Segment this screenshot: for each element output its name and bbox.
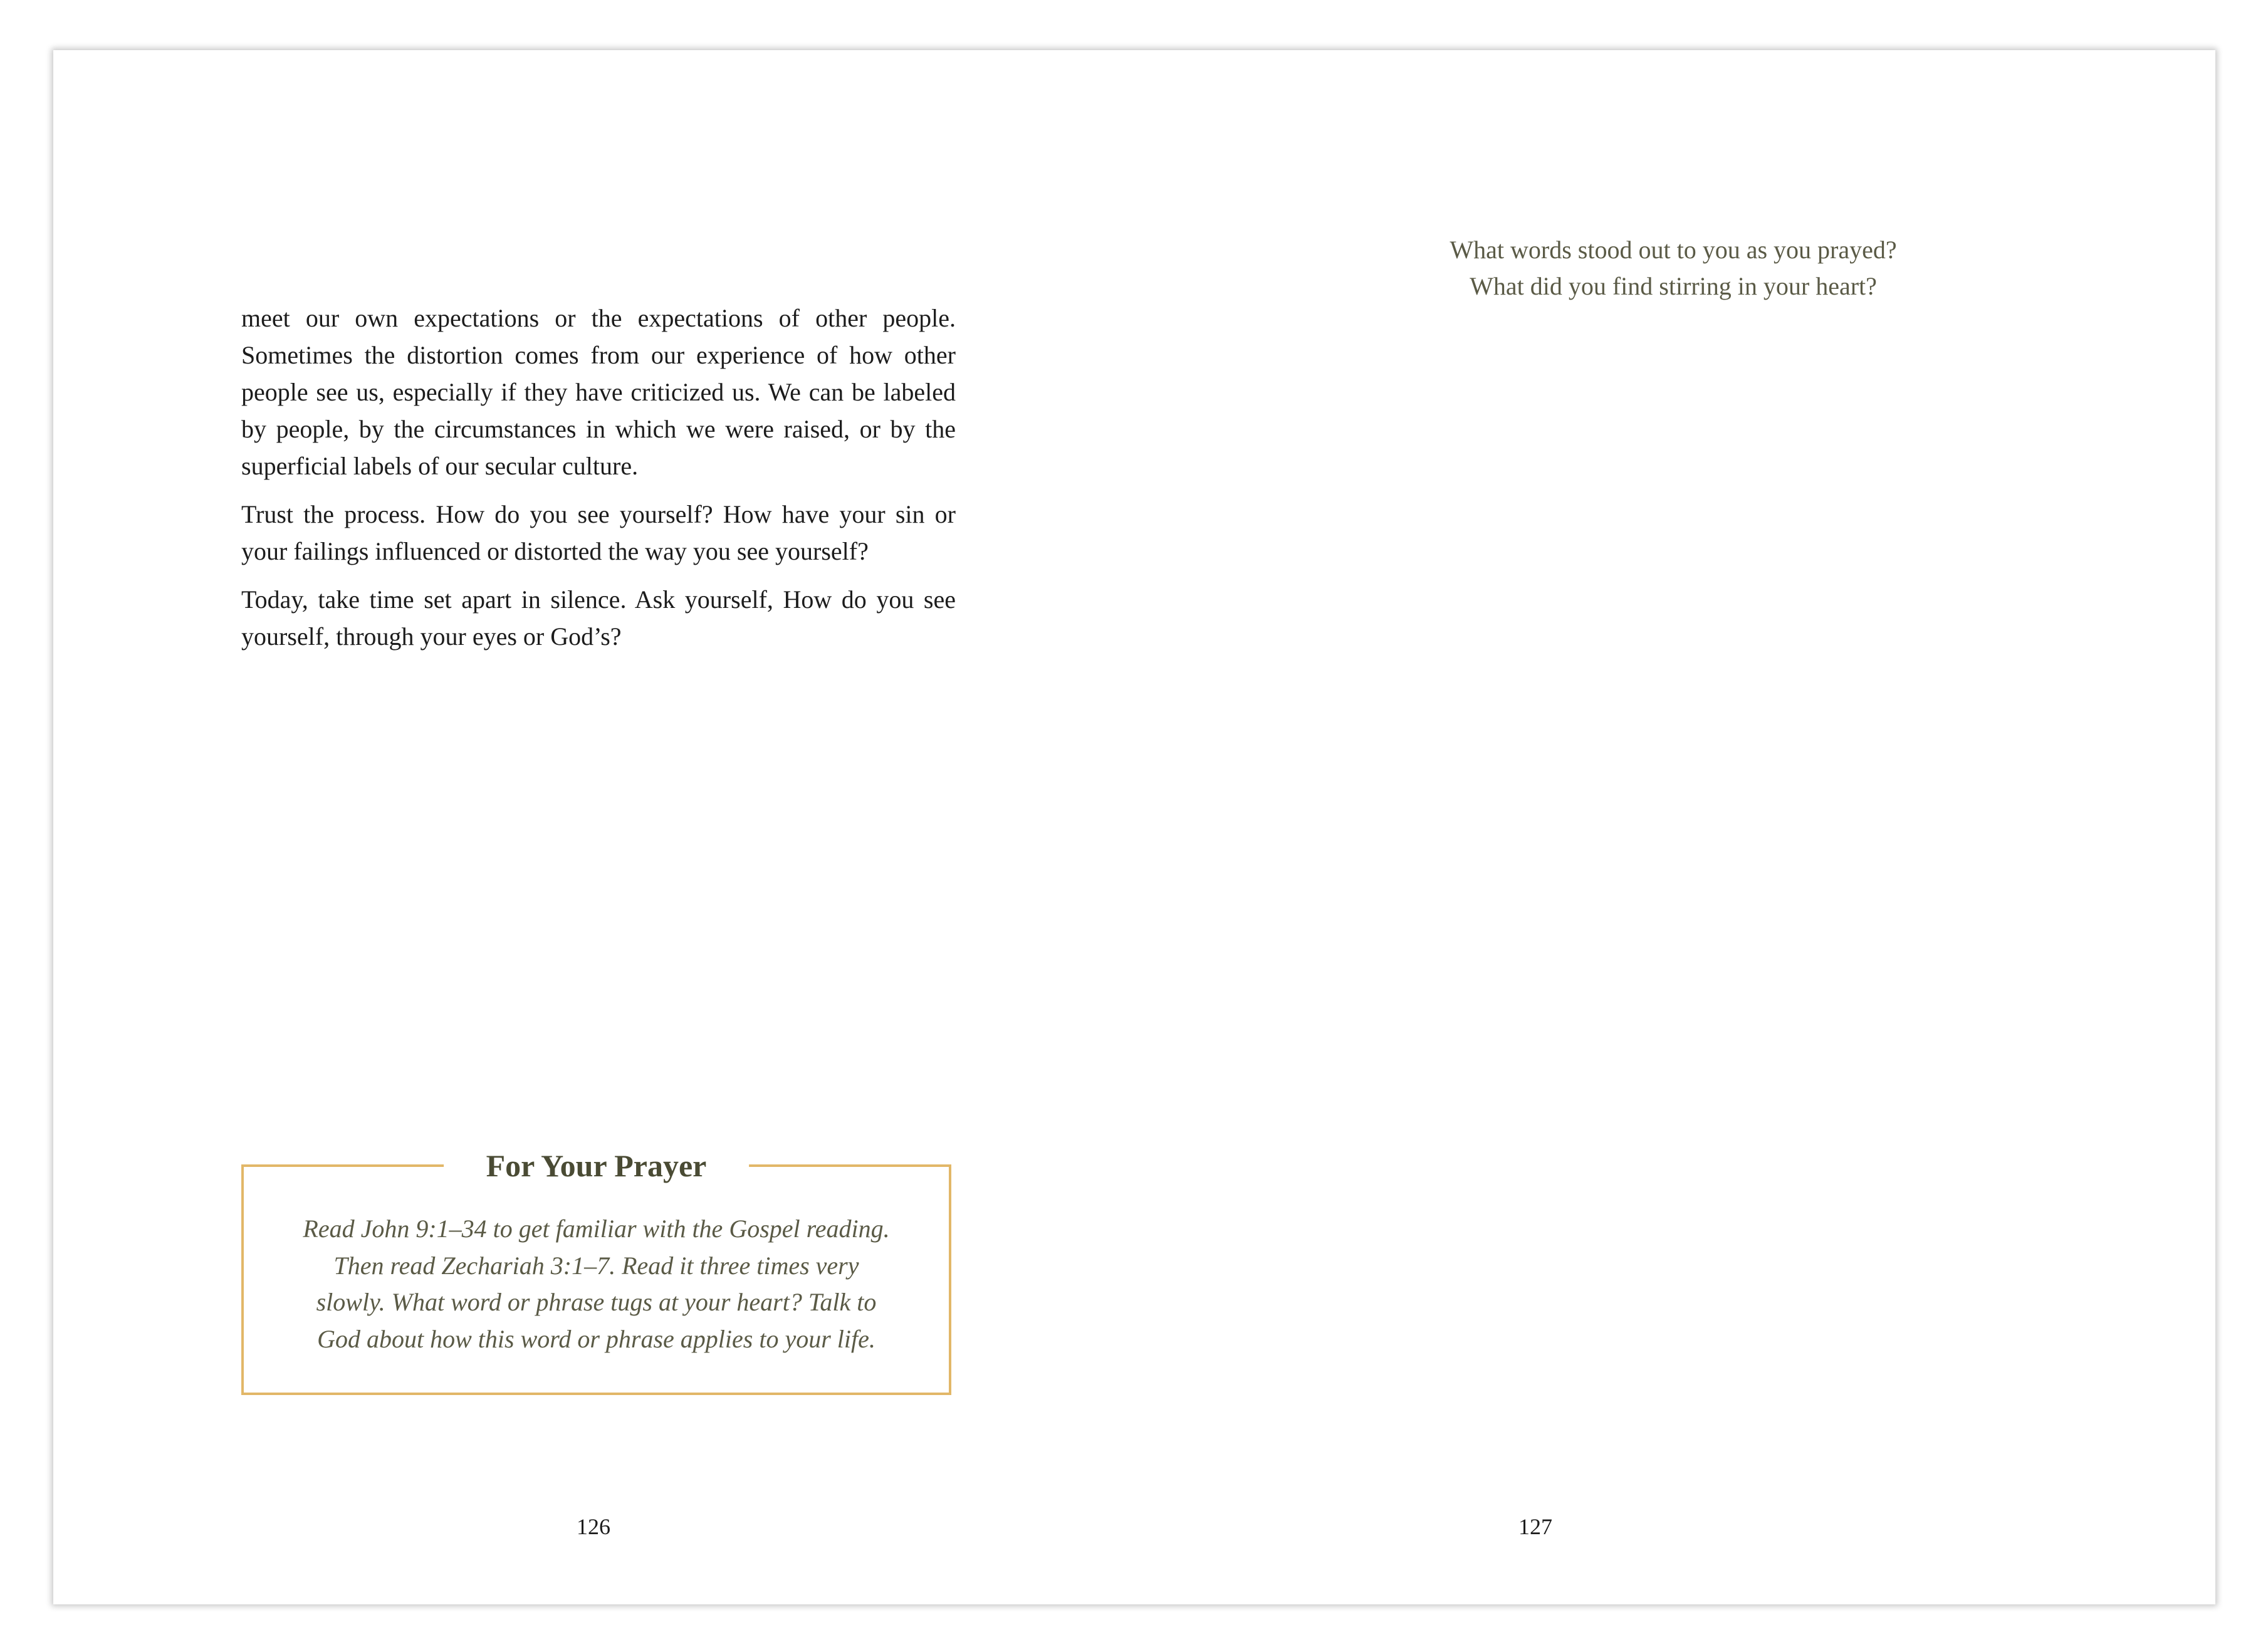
prayer-box-text bbox=[288, 1211, 905, 1357]
body-text bbox=[241, 300, 956, 666]
reflection-questions bbox=[1347, 232, 1999, 305]
reflection-question: What did you find stirring in your heart? bbox=[1470, 272, 1877, 300]
page-number-left: 126 bbox=[577, 1514, 610, 1539]
right-page bbox=[1134, 50, 2215, 1604]
paragraph: Today, take time set apart in silence. Ask yourself, How do you see yourself, through your eyes or God’s? bbox=[241, 585, 956, 651]
prayer-line: Read John 9:1–34 to get familiar with the Gospel reading. bbox=[303, 1215, 890, 1243]
prayer-box bbox=[241, 1148, 951, 1395]
prayer-line: Then read Zechariah 3:1–7. Read it three times very bbox=[333, 1251, 859, 1280]
book-spread bbox=[53, 50, 2215, 1604]
reflection-question: What words stood out to you as you prayed? bbox=[1450, 236, 1897, 264]
left-page bbox=[53, 50, 1134, 1604]
prayer-line: God about how this word or phrase applies to your life. bbox=[317, 1324, 875, 1353]
prayer-line: slowly. What word or phrase tugs at your heart? Talk to bbox=[316, 1288, 877, 1316]
page-number-right: 127 bbox=[1518, 1514, 1552, 1539]
paragraph: meet our own expectations or the expectations of other people. Sometimes the distortion comes from our experience of how other people see us, especially if they have criticized us. We can be labeled by people, by the circumstances in which we were raised, or by the superficial labels of our secular culture. bbox=[241, 304, 956, 480]
paragraph: Trust the process. How do you see yourself? How have your sin or your failings influenced or distorted the way you see yourself? bbox=[241, 500, 956, 565]
prayer-box-title: For Your Prayer bbox=[444, 1143, 750, 1188]
